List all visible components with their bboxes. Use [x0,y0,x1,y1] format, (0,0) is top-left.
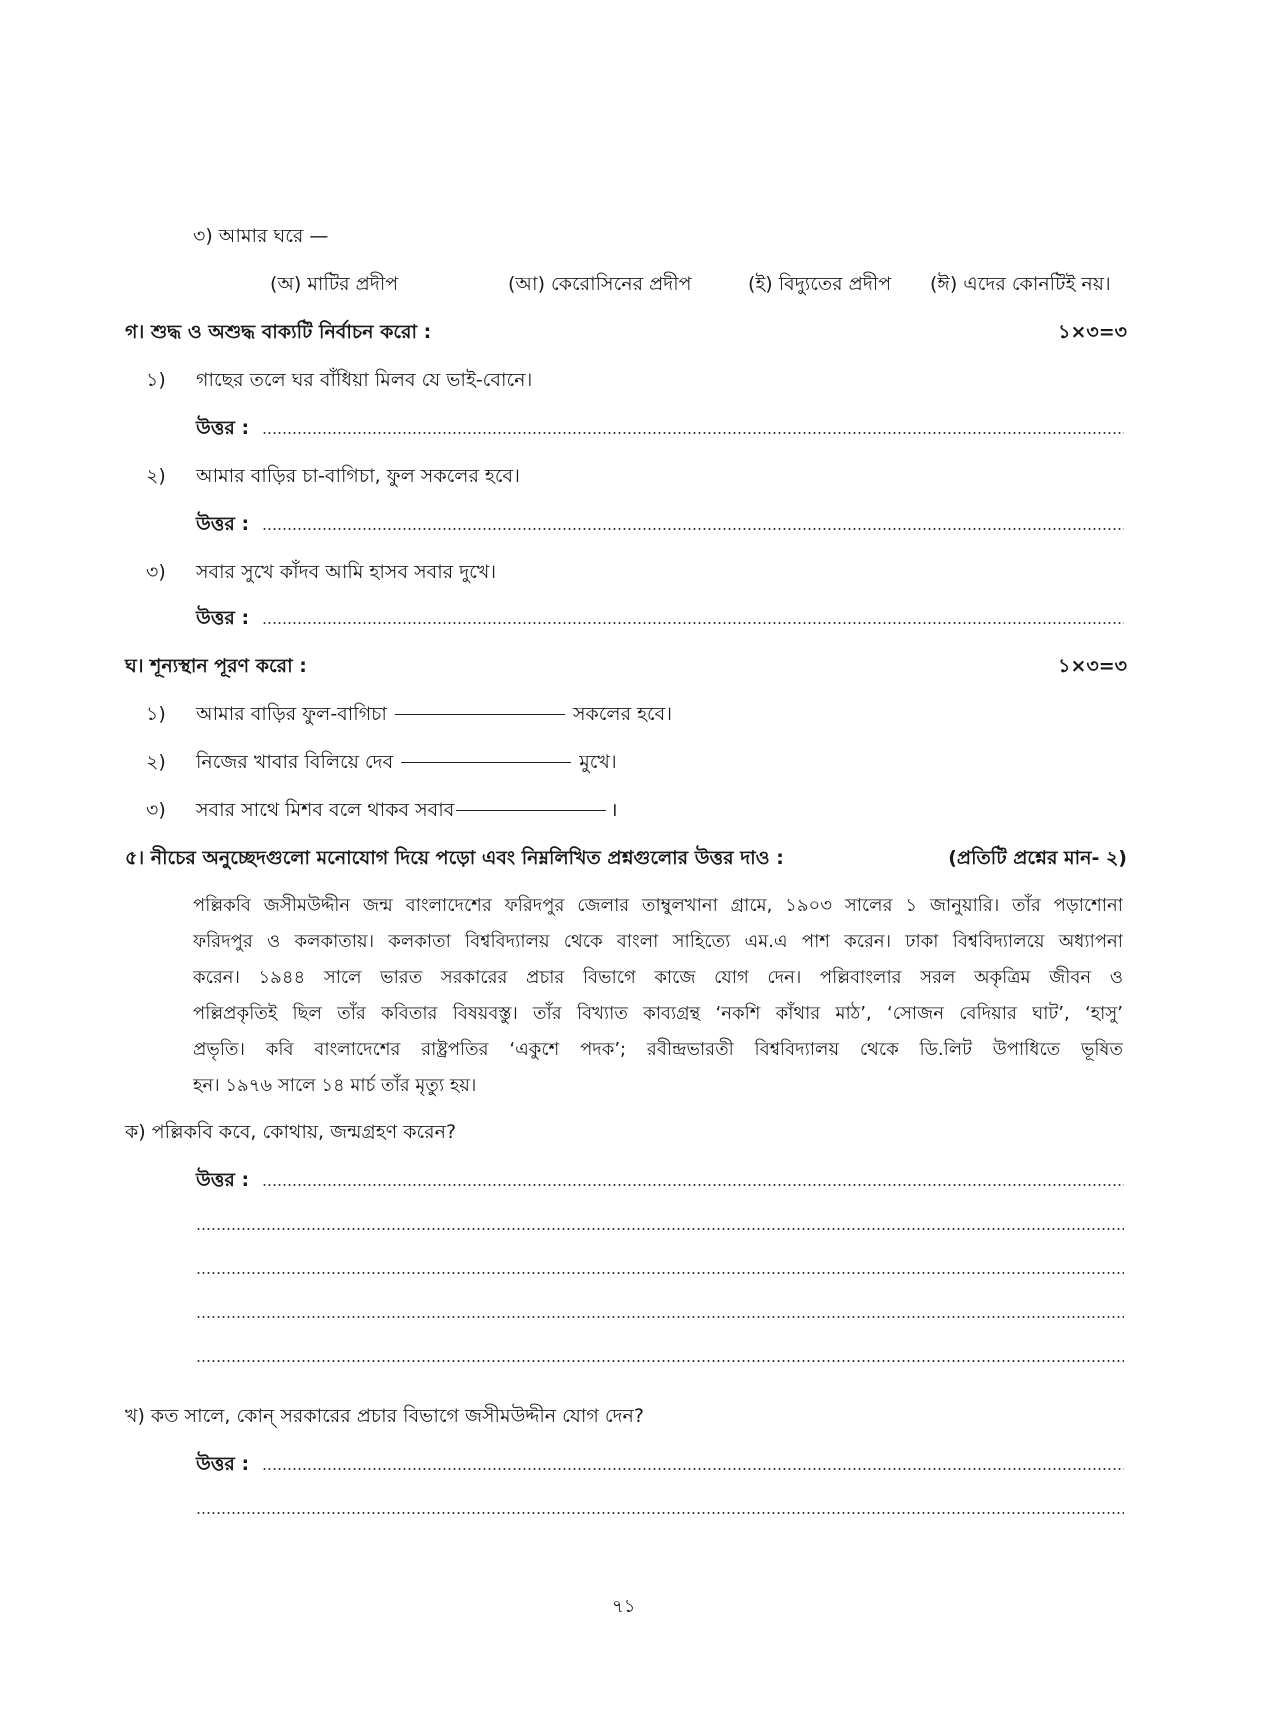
ga-item-3-number: ৩) [146,561,166,583]
gha-item-2-blank[interactable] [401,762,571,763]
gha-item-3-before: সবার সাথে মিশব বলে থাকব সবাব [196,799,455,821]
page-number: ৭১ [612,1596,636,1617]
ga-item-2-answer-line[interactable] [262,528,1124,530]
gha-item-2 [196,748,617,780]
q-ka-answer-line[interactable] [196,1228,1124,1230]
gha-item-2-before: নিজের খাবার বিলিয়ে দেব [196,751,394,773]
passage-line: পল্লিকবি জসীমউদ্দীন জন্ম বাংলাদেশের ফরিদপুর জেলার তাম্বুলখানা গ্রামে, ১৯০৩ সালের ১ জানুয়ারি। তাঁর পড়াশোনা [193,895,1123,916]
q-ka-answer-line[interactable] [196,1272,1124,1274]
gha-item-1 [196,700,672,732]
section-gha-marks: ১×৩=৩ [1058,655,1127,677]
ga-item-2-answer-label: উত্তর : [196,513,250,535]
mcq-option-i: (ই) বিদ্যুতের প্রদীপ [748,273,892,295]
q-ka-answer-label: উত্তর : [196,1169,250,1191]
q-kha-answer-line[interactable] [196,1512,1124,1514]
ga-item-1-answer-line[interactable] [262,432,1124,434]
gha-item-2-number: ২) [146,751,166,773]
gha-item-3-after: । [610,799,618,821]
mcq-option-aa: (আ) কেরোসিনের প্রদীপ [508,273,692,295]
ga-item-3-answer-line[interactable] [262,622,1124,624]
passage-line: হন। ১৯৭৬ সালে ১৪ মার্চ তাঁর মৃত্যু হয়। [193,1075,477,1096]
q-ka-answer-line[interactable] [196,1316,1124,1318]
passage-line: পল্লিপ্রকৃতিই ছিল তাঁর কবিতার বিষয়বস্তু। তাঁর বিখ্যাত কাব্যগ্রন্থ ‘নকশি কাঁথার মাঠ’, ‘সোজন বেদিয়ার ঘাট’, ‘হাসু’ [193,1003,1123,1024]
gha-item-3 [196,796,618,828]
mcq-stem: ৩) আমার ঘরে — [193,225,329,247]
mcq-option-a: (অ) মাটির প্রদীপ [270,273,399,295]
ga-item-1-answer-label: উত্তর : [196,417,250,439]
passage-line: প্রভৃতি। কবি বাংলাদেশের রাষ্ট্রপতির ‘একুশে পদক’; রবীন্দ্রভারতী বিশ্ববিদ্যালয় থেকে ডি.লিট উপাধিতে ভূষিত [193,1039,1123,1060]
passage-line: ফরিদপুর ও কলকাতায়। কলকাতা বিশ্ববিদ্যালয় থেকে বাংলা সাহিত্যে এম.এ পাশ করেন। ঢাকা বিশ্ববিদ্যালয়ে অধ্যাপনা [193,931,1123,952]
gha-item-1-blank[interactable] [395,714,565,715]
ga-item-3-answer-label: উত্তর : [196,607,250,629]
gha-item-3-blank[interactable] [456,810,606,811]
gha-item-1-number: ১) [146,703,166,725]
q-kha-answer-label: উত্তর : [196,1453,250,1475]
gha-item-2-after: মুখে। [579,751,617,773]
question-kha: খ) কত সালে, কোন্ সরকারের প্রচার বিভাগে জসীমউদ্দীন যোগ দেন? [125,1405,644,1427]
q-kha-answer-line[interactable] [262,1468,1124,1470]
section-ga-marks: ১×৩=৩ [1058,321,1127,343]
ga-item-2-sentence: আমার বাড়ির চা-বাগিচা, ফুল সকলের হবে। [196,465,520,487]
ga-item-3-sentence: সবার সুখে কাঁদব আমি হাসব সবার দুখে। [196,561,497,583]
section-ga-title: গ। শুদ্ধ ও অশুদ্ধ বাক্যটি নির্বাচন করো : [125,321,432,343]
gha-item-1-before: আমার বাড়ির ফুল-বাগিচা [196,703,387,725]
ga-item-1-sentence: গাছের তলে ঘর বাঁধিয়া মিলব যে ভাই-বোনে। [196,369,533,391]
gha-item-1-after: সকলের হবে। [572,703,673,725]
gha-item-3-number: ৩) [146,799,166,821]
q-ka-answer-line[interactable] [262,1184,1124,1186]
section-5-marks: (প্রতিটি প্রশ্নের মান- ২) [948,847,1127,869]
q-ka-answer-line[interactable] [196,1360,1124,1362]
section-gha-title: ঘ। শূন্যস্থান পূরণ করো : [125,655,307,677]
ga-item-2-number: ২) [146,465,166,487]
question-ka: ক) পল্লিকবি কবে, কোথায়, জন্মগ্রহণ করেন? [125,1121,457,1143]
passage-line: করেন। ১৯৪৪ সালে ভারত সরকারের প্রচার বিভাগে কাজে যোগ দেন। পল্লিবাংলার সরল অকৃত্রিম জীবন ও [193,967,1123,988]
ga-item-1-number: ১) [146,369,166,391]
passage [193,888,1123,1104]
mcq-option-ii: (ঈ) এদের কোনটিই নয়। [930,273,1111,295]
section-5-title: ৫। নীচের অনুচ্ছেদগুলো মনোযোগ দিয়ে পড়ো এবং নিম্নলিখিত প্রশ্নগুলোর উত্তর দাও : [125,847,784,869]
